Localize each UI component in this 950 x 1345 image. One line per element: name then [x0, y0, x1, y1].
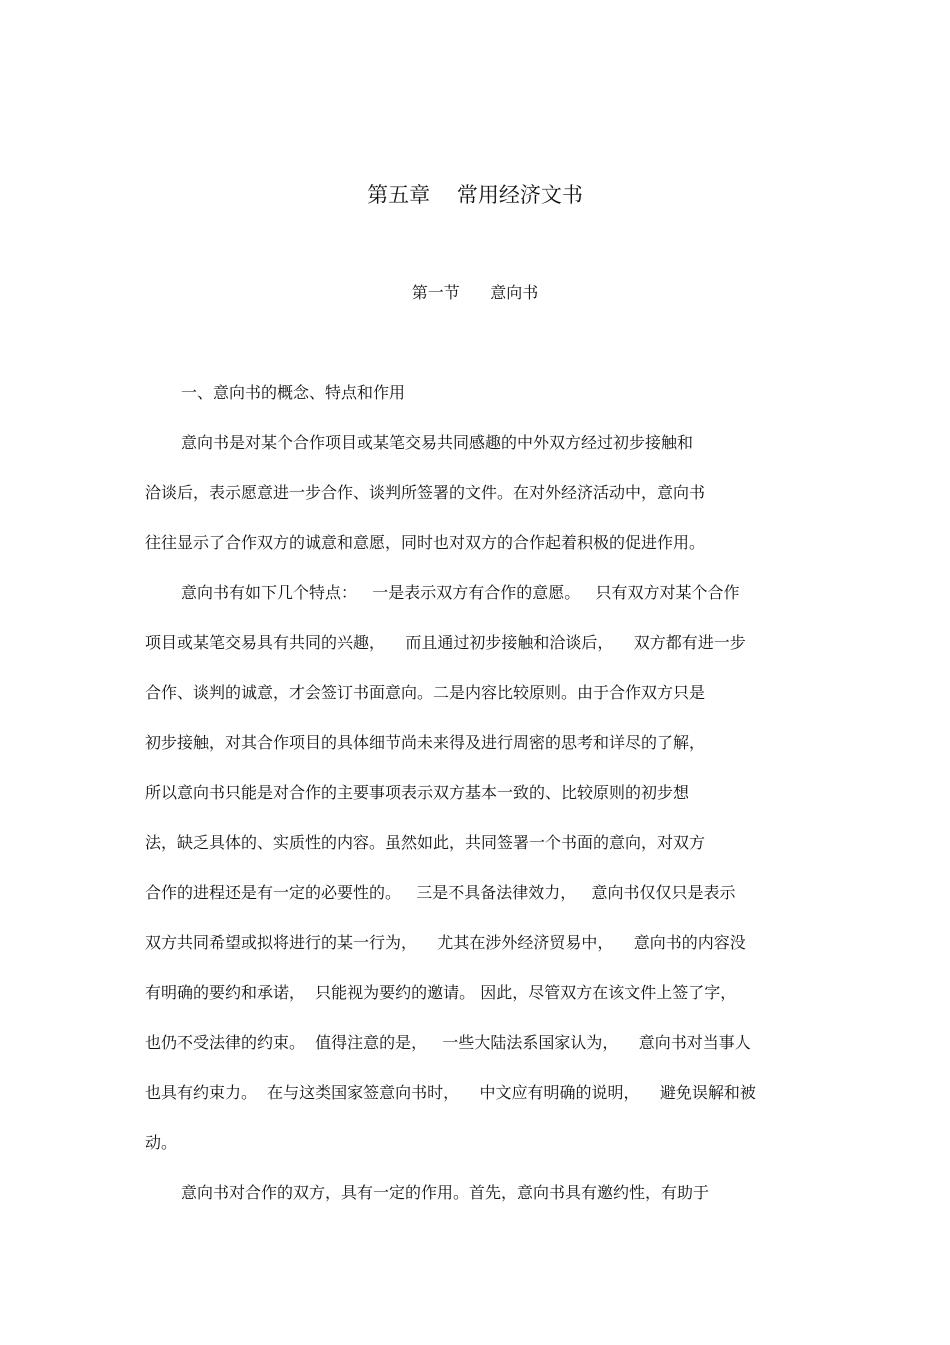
- paragraph-line: 也仍不受法律的约束。 值得注意的是， 一些大陆法系国家认为， 意向书对当事人: [145, 1033, 751, 1052]
- paragraph-line: 法，缺乏具体的、实质性的内容。虽然如此，共同签署一个书面的意向，对双方: [145, 833, 706, 852]
- paragraph-line: 双方共同希望或拟将进行的某一行为， 尤其在涉外经济贸易中， 意向书的内容没: [145, 933, 746, 952]
- paragraph-line: 合作、谈判的诚意，才会签订书面意向。二是内容比较原则。由于合作双方只是: [145, 683, 706, 702]
- paragraph-line: 也具有约束力。 在与这类国家签意向书时， 中文应有明确的说明， 避免误解和被: [145, 1083, 756, 1102]
- paragraph-line: 所以意向书只能是对合作的主要事项表示双方基本一致的、比较原则的初步想: [145, 783, 690, 802]
- paragraph-line: 有明确的要约和承诺， 只能视为要约的邀请。 因此，尽管双方在该文件上签了字，: [145, 983, 737, 1002]
- section-title: 第一节 意向书: [411, 283, 539, 302]
- chapter-title: 第五章 常用经济文书: [367, 183, 583, 207]
- paragraph-line: 初步接触，对其合作项目的具体细节尚未来得及进行周密的思考和详尽的了解，: [145, 733, 706, 752]
- paragraph-line: 往往显示了合作双方的诚意和意愿，同时也对双方的合作起着积极的促进作用。: [145, 533, 706, 552]
- section-heading: 一、意向书的概念、特点和作用: [181, 383, 406, 402]
- paragraph-line: 合作的进程还是有一定的必要性的。 三是不具备法律效力， 意向书仅仅只是表示: [145, 883, 736, 902]
- paragraph-line: 意向书是对某个合作项目或某笔交易共同感趣的中外双方经过初步接触和: [181, 433, 694, 452]
- paragraph-line: 意向书有如下几个特点： 一是表示双方有合作的意愿。 只有双方对某个合作: [181, 583, 740, 602]
- paragraph-line: 动。: [145, 1133, 178, 1152]
- paragraph-line: 洽谈后，表示愿意进一步合作、谈判所签署的文件。在对外经济活动中，意向书: [145, 483, 706, 502]
- paragraph-line: 项目或某笔交易具有共同的兴趣， 而且通过初步接触和洽谈后， 双方都有进一步: [145, 633, 746, 652]
- paragraph-line: 意向书对合作的双方，具有一定的作用。首先，意向书具有邀约性，有助于: [181, 1183, 710, 1202]
